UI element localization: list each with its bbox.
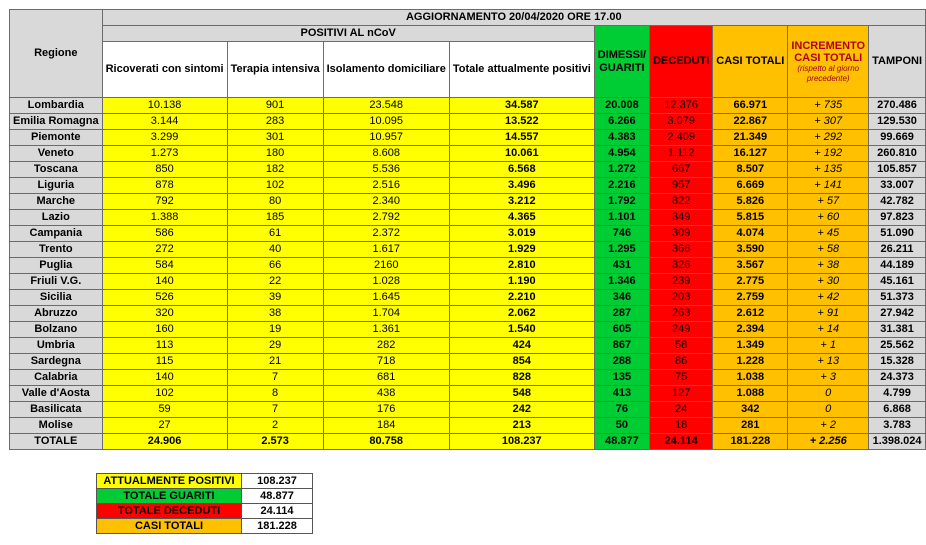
table-row (10, 162, 926, 178)
cell-casi-totali: 281 (713, 418, 788, 434)
cell-isolamento: 1.028 (323, 274, 449, 290)
cell-ricoverati: 115 (102, 354, 227, 370)
cell-tamponi: 51.373 (869, 290, 926, 306)
cell-deceduti: 75 (650, 370, 713, 386)
summary-row (97, 519, 313, 534)
cell-regione: Calabria (10, 370, 103, 386)
cell-ricoverati: 584 (102, 258, 227, 274)
cell-totale-positivi: 14.557 (449, 130, 594, 146)
cell-deceduti: 1.112 (650, 146, 713, 162)
cell-deceduti: 18 (650, 418, 713, 434)
cell-dimessi: 6.266 (594, 114, 649, 130)
cell-dimessi: 605 (594, 322, 649, 338)
cell-totale-positivi: 10.061 (449, 146, 594, 162)
cell-totale-positivi: 3.019 (449, 226, 594, 242)
incremento-note: (rispetto al giorno precedente) (797, 63, 860, 83)
cell-regione: Valle d'Aosta (10, 386, 103, 402)
cell-totale-positivi: 108.237 (449, 434, 594, 450)
table-row (10, 242, 926, 258)
cell-isolamento: 2.372 (323, 226, 449, 242)
cell-casi-totali: 1.349 (713, 338, 788, 354)
cell-totale-positivi: 213 (449, 418, 594, 434)
summary-value: 24.114 (242, 504, 313, 519)
cell-deceduti: 58 (650, 338, 713, 354)
cell-incremento: + 735 (788, 98, 869, 114)
cell-regione: Marche (10, 194, 103, 210)
cell-incremento: + 1 (788, 338, 869, 354)
summary-row (97, 489, 313, 504)
cell-ricoverati: 160 (102, 322, 227, 338)
cell-tamponi: 129.530 (869, 114, 926, 130)
cell-isolamento: 1.704 (323, 306, 449, 322)
cell-isolamento: 681 (323, 370, 449, 386)
cell-deceduti: 249 (650, 322, 713, 338)
cell-regione: Emilia Romagna (10, 114, 103, 130)
cell-incremento: + 58 (788, 242, 869, 258)
cell-casi-totali: 2.612 (713, 306, 788, 322)
cell-totale-positivi: 6.568 (449, 162, 594, 178)
cell-ricoverati: 1.273 (102, 146, 227, 162)
cell-totale-positivi: 34.587 (449, 98, 594, 114)
cell-terapia: 66 (227, 258, 323, 274)
cell-terapia: 7 (227, 402, 323, 418)
table-row (10, 178, 926, 194)
cell-casi-totali: 4.074 (713, 226, 788, 242)
cell-isolamento: 5.536 (323, 162, 449, 178)
regione-header: Regione (10, 10, 103, 98)
table-row (10, 274, 926, 290)
summary-label: TOTALE GUARITI (97, 489, 242, 504)
summary-value: 48.877 (242, 489, 313, 504)
cell-isolamento: 2.792 (323, 210, 449, 226)
cell-dimessi: 1.346 (594, 274, 649, 290)
cell-totale-positivi: 2.810 (449, 258, 594, 274)
cell-totale-positivi: 13.522 (449, 114, 594, 130)
cell-tamponi: 45.161 (869, 274, 926, 290)
cell-tamponi: 15.328 (869, 354, 926, 370)
cell-tamponi: 1.398.024 (869, 434, 926, 450)
cell-regione: Basilicata (10, 402, 103, 418)
casi-totali-header: CASI TOTALI (713, 26, 788, 98)
cell-deceduti: 326 (650, 258, 713, 274)
cell-incremento: + 42 (788, 290, 869, 306)
summary-label: TOTALE DECEDUTI (97, 504, 242, 519)
cell-incremento: + 91 (788, 306, 869, 322)
cell-dimessi: 1.272 (594, 162, 649, 178)
summary-value: 108.237 (242, 474, 313, 489)
cell-isolamento: 1.645 (323, 290, 449, 306)
cell-dimessi: 48.877 (594, 434, 649, 450)
totale-positivi-header: Totale attualmente positivi (449, 42, 594, 98)
update-title: AGGIORNAMENTO 20/04/2020 ORE 17.00 (102, 10, 925, 26)
cell-regione: Lazio (10, 210, 103, 226)
cell-totale-positivi: 424 (449, 338, 594, 354)
cell-isolamento: 282 (323, 338, 449, 354)
cell-terapia: 2 (227, 418, 323, 434)
cell-ricoverati: 140 (102, 274, 227, 290)
cell-casi-totali: 66.971 (713, 98, 788, 114)
cell-regione: Sardegna (10, 354, 103, 370)
table-row (10, 354, 926, 370)
cell-deceduti: 822 (650, 194, 713, 210)
cell-regione: Lombardia (10, 98, 103, 114)
cell-incremento: + 2.256 (788, 434, 869, 450)
cell-incremento: + 38 (788, 258, 869, 274)
cell-terapia: 21 (227, 354, 323, 370)
cell-deceduti: 3.079 (650, 114, 713, 130)
cell-totale-positivi: 3.212 (449, 194, 594, 210)
terapia-header: Terapia intensiva (227, 42, 323, 98)
cell-terapia: 180 (227, 146, 323, 162)
covid-regional-table (9, 9, 926, 450)
cell-terapia: 901 (227, 98, 323, 114)
cell-totale-positivi: 1.929 (449, 242, 594, 258)
cell-dimessi: 746 (594, 226, 649, 242)
table-row (10, 402, 926, 418)
cell-incremento: + 60 (788, 210, 869, 226)
cell-terapia: 19 (227, 322, 323, 338)
cell-incremento: + 14 (788, 322, 869, 338)
cell-tamponi: 51.090 (869, 226, 926, 242)
cell-incremento: + 292 (788, 130, 869, 146)
cell-terapia: 8 (227, 386, 323, 402)
cell-casi-totali: 1.088 (713, 386, 788, 402)
cell-deceduti: 203 (650, 290, 713, 306)
cell-deceduti: 2.409 (650, 130, 713, 146)
cell-deceduti: 12.376 (650, 98, 713, 114)
cell-incremento: + 13 (788, 354, 869, 370)
cell-regione: Trento (10, 242, 103, 258)
cell-dimessi: 2.216 (594, 178, 649, 194)
cell-ricoverati: 102 (102, 386, 227, 402)
cell-deceduti: 366 (650, 242, 713, 258)
cell-dimessi: 288 (594, 354, 649, 370)
cell-casi-totali: 342 (713, 402, 788, 418)
cell-incremento: + 45 (788, 226, 869, 242)
cell-deceduti: 667 (650, 162, 713, 178)
cell-ricoverati: 320 (102, 306, 227, 322)
cell-isolamento: 2.516 (323, 178, 449, 194)
table-row (10, 370, 926, 386)
cell-tamponi: 3.783 (869, 418, 926, 434)
cell-deceduti: 24.114 (650, 434, 713, 450)
table-row (10, 306, 926, 322)
cell-tamponi: 6.868 (869, 402, 926, 418)
cell-isolamento: 438 (323, 386, 449, 402)
cell-incremento: 0 (788, 386, 869, 402)
cell-terapia: 38 (227, 306, 323, 322)
cell-tamponi: 99.669 (869, 130, 926, 146)
cell-terapia: 283 (227, 114, 323, 130)
cell-regione: Friuli V.G. (10, 274, 103, 290)
cell-dimessi: 4.383 (594, 130, 649, 146)
cell-dimessi: 4.954 (594, 146, 649, 162)
cell-isolamento: 10.957 (323, 130, 449, 146)
cell-regione: TOTALE (10, 434, 103, 450)
cell-tamponi: 26.211 (869, 242, 926, 258)
cell-casi-totali: 3.567 (713, 258, 788, 274)
cell-tamponi: 27.942 (869, 306, 926, 322)
cell-casi-totali: 181.228 (713, 434, 788, 450)
incremento-header (788, 26, 869, 98)
cell-ricoverati: 113 (102, 338, 227, 354)
cell-totale-positivi: 828 (449, 370, 594, 386)
cell-dimessi: 867 (594, 338, 649, 354)
cell-terapia: 182 (227, 162, 323, 178)
table-row (10, 386, 926, 402)
cell-deceduti: 957 (650, 178, 713, 194)
cell-incremento: + 192 (788, 146, 869, 162)
cell-casi-totali: 22.867 (713, 114, 788, 130)
cell-dimessi: 50 (594, 418, 649, 434)
cell-casi-totali: 1.038 (713, 370, 788, 386)
cell-regione: Bolzano (10, 322, 103, 338)
cell-ricoverati: 140 (102, 370, 227, 386)
cell-terapia: 301 (227, 130, 323, 146)
cell-totale-positivi: 548 (449, 386, 594, 402)
cell-tamponi: 33.007 (869, 178, 926, 194)
cell-terapia: 22 (227, 274, 323, 290)
table-row (10, 338, 926, 354)
cell-isolamento: 2160 (323, 258, 449, 274)
cell-dimessi: 135 (594, 370, 649, 386)
cell-isolamento: 8.608 (323, 146, 449, 162)
cell-terapia: 39 (227, 290, 323, 306)
cell-terapia: 2.573 (227, 434, 323, 450)
cell-terapia: 185 (227, 210, 323, 226)
cell-regione: Umbria (10, 338, 103, 354)
cell-tamponi: 25.562 (869, 338, 926, 354)
cell-casi-totali: 21.349 (713, 130, 788, 146)
cell-dimessi: 76 (594, 402, 649, 418)
cell-regione: Veneto (10, 146, 103, 162)
cell-ricoverati: 526 (102, 290, 227, 306)
summary-value: 181.228 (242, 519, 313, 534)
cell-incremento: + 57 (788, 194, 869, 210)
cell-ricoverati: 24.906 (102, 434, 227, 450)
totals-row (10, 434, 926, 450)
cell-deceduti: 309 (650, 226, 713, 242)
table-row (10, 130, 926, 146)
summary-box (96, 473, 313, 534)
table-row (10, 194, 926, 210)
cell-ricoverati: 272 (102, 242, 227, 258)
cell-tamponi: 24.373 (869, 370, 926, 386)
cell-terapia: 40 (227, 242, 323, 258)
cell-casi-totali: 8.507 (713, 162, 788, 178)
cell-totale-positivi: 3.496 (449, 178, 594, 194)
cell-tamponi: 42.782 (869, 194, 926, 210)
cell-dimessi: 287 (594, 306, 649, 322)
cell-dimessi: 1.101 (594, 210, 649, 226)
cell-casi-totali: 2.759 (713, 290, 788, 306)
cell-regione: Puglia (10, 258, 103, 274)
table-row (10, 226, 926, 242)
deceduti-header: DECEDUTI (650, 26, 713, 98)
dimessi-header: DIMESSI/ GUARITI (594, 26, 649, 98)
cell-ricoverati: 3.144 (102, 114, 227, 130)
table-row (10, 418, 926, 434)
cell-totale-positivi: 854 (449, 354, 594, 370)
cell-casi-totali: 3.590 (713, 242, 788, 258)
cell-incremento: + 30 (788, 274, 869, 290)
cell-casi-totali: 2.394 (713, 322, 788, 338)
cell-terapia: 102 (227, 178, 323, 194)
cell-isolamento: 184 (323, 418, 449, 434)
cell-tamponi: 97.823 (869, 210, 926, 226)
table-row (10, 146, 926, 162)
cell-regione: Piemonte (10, 130, 103, 146)
cell-dimessi: 346 (594, 290, 649, 306)
cell-incremento: + 2 (788, 418, 869, 434)
cell-dimessi: 1.792 (594, 194, 649, 210)
summary-row (97, 504, 313, 519)
cell-dimessi: 20.008 (594, 98, 649, 114)
summary-label: CASI TOTALI (97, 519, 242, 534)
cell-deceduti: 263 (650, 306, 713, 322)
positivi-group-header: POSITIVI AL nCoV (102, 26, 594, 42)
cell-tamponi: 260.810 (869, 146, 926, 162)
cell-ricoverati: 10.138 (102, 98, 227, 114)
cell-totale-positivi: 1.190 (449, 274, 594, 290)
cell-incremento: + 135 (788, 162, 869, 178)
cell-ricoverati: 59 (102, 402, 227, 418)
cell-regione: Toscana (10, 162, 103, 178)
cell-regione: Sicilia (10, 290, 103, 306)
cell-incremento: + 141 (788, 178, 869, 194)
cell-terapia: 29 (227, 338, 323, 354)
cell-tamponi: 270.486 (869, 98, 926, 114)
cell-ricoverati: 850 (102, 162, 227, 178)
cell-totale-positivi: 4.365 (449, 210, 594, 226)
cell-totale-positivi: 1.540 (449, 322, 594, 338)
isolamento-header: Isolamento domiciliare (323, 42, 449, 98)
cell-isolamento: 1.617 (323, 242, 449, 258)
cell-tamponi: 105.857 (869, 162, 926, 178)
cell-casi-totali: 1.228 (713, 354, 788, 370)
cell-casi-totali: 5.815 (713, 210, 788, 226)
cell-isolamento: 23.548 (323, 98, 449, 114)
cell-ricoverati: 878 (102, 178, 227, 194)
table-row (10, 114, 926, 130)
cell-casi-totali: 5.826 (713, 194, 788, 210)
cell-isolamento: 80.758 (323, 434, 449, 450)
cell-isolamento: 718 (323, 354, 449, 370)
summary-label: ATTUALMENTE POSITIVI (97, 474, 242, 489)
cell-isolamento: 176 (323, 402, 449, 418)
tamponi-header: TAMPONI (869, 26, 926, 98)
cell-isolamento: 2.340 (323, 194, 449, 210)
cell-ricoverati: 586 (102, 226, 227, 242)
cell-incremento: + 3 (788, 370, 869, 386)
table-row (10, 98, 926, 114)
cell-deceduti: 349 (650, 210, 713, 226)
cell-ricoverati: 1.388 (102, 210, 227, 226)
cell-regione: Molise (10, 418, 103, 434)
summary-row (97, 474, 313, 489)
cell-casi-totali: 2.775 (713, 274, 788, 290)
cell-regione: Liguria (10, 178, 103, 194)
cell-ricoverati: 3.299 (102, 130, 227, 146)
ricoverati-header: Ricoverati con sintomi (102, 42, 227, 98)
cell-totale-positivi: 242 (449, 402, 594, 418)
incremento-title: INCREMENTO CASI TOTALI (791, 39, 866, 64)
cell-deceduti: 24 (650, 402, 713, 418)
cell-ricoverati: 792 (102, 194, 227, 210)
cell-terapia: 80 (227, 194, 323, 210)
cell-ricoverati: 27 (102, 418, 227, 434)
cell-incremento: + 307 (788, 114, 869, 130)
cell-dimessi: 413 (594, 386, 649, 402)
cell-totale-positivi: 2.210 (449, 290, 594, 306)
cell-casi-totali: 16.127 (713, 146, 788, 162)
cell-terapia: 7 (227, 370, 323, 386)
cell-regione: Abruzzo (10, 306, 103, 322)
cell-casi-totali: 6.669 (713, 178, 788, 194)
cell-totale-positivi: 2.062 (449, 306, 594, 322)
cell-incremento: 0 (788, 402, 869, 418)
cell-deceduti: 239 (650, 274, 713, 290)
table-row (10, 258, 926, 274)
cell-regione: Campania (10, 226, 103, 242)
table-row (10, 322, 926, 338)
cell-tamponi: 44.189 (869, 258, 926, 274)
table-row (10, 290, 926, 306)
cell-tamponi: 31.381 (869, 322, 926, 338)
cell-terapia: 61 (227, 226, 323, 242)
cell-deceduti: 86 (650, 354, 713, 370)
cell-isolamento: 10.095 (323, 114, 449, 130)
cell-dimessi: 1.295 (594, 242, 649, 258)
cell-dimessi: 431 (594, 258, 649, 274)
cell-tamponi: 4.799 (869, 386, 926, 402)
table-row (10, 210, 926, 226)
cell-deceduti: 127 (650, 386, 713, 402)
cell-isolamento: 1.361 (323, 322, 449, 338)
